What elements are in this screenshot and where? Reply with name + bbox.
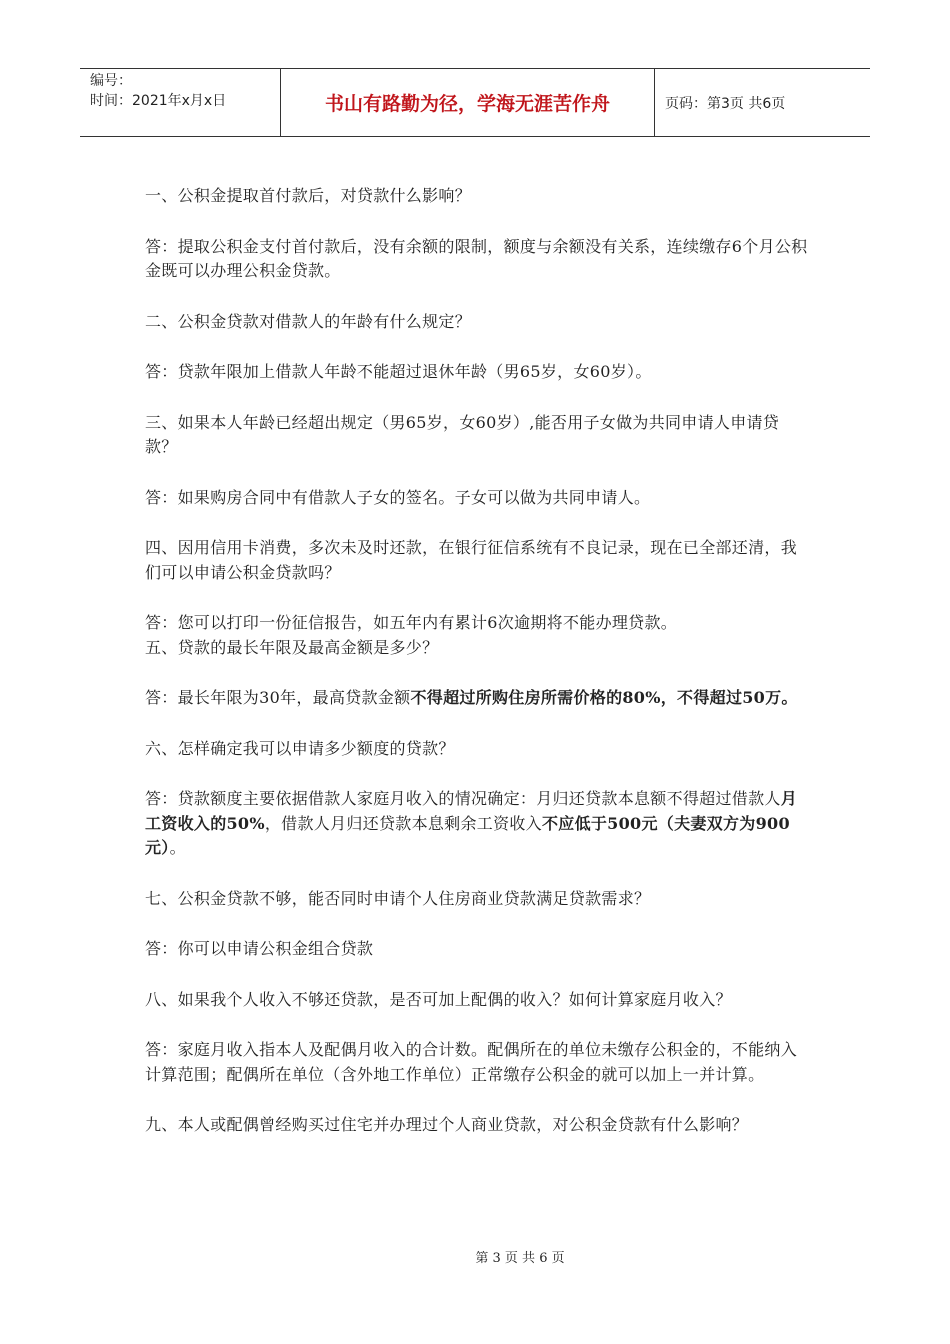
header-motto [281,69,655,136]
question-6: 六、怎样确定我可以申请多少额度的贷款？ [145,738,455,758]
question-2: 二、公积金贷款对借款人的年龄有什么规定？ [145,311,472,331]
answer-5-bold: 不得超过所购住房所需价格的80%，不得超过50万。 [410,688,798,707]
question-1: 一、公积金提取首付款后，对贷款什么影响？ [145,186,472,205]
question-8: 八、如果我个人收入不够还贷款，是否可加上配偶的收入？如何计算家庭月收入？ [145,989,732,1009]
answer-6-text-3: 。 [169,838,186,857]
answer-1: 答：提取公积金支付首付款后，没有余额的限制，额度与余额没有关系，连续缴存6个月公积金既可以办理公积金贷款。 [145,236,808,280]
footer-page-number: 第 3 页 共 6 页 [475,1251,565,1266]
answer-6 [145,787,810,861]
answer-8: 答：家庭月收入指本人及配偶月收入的合计数。配偶所在的单位未缴存公积金的，不能纳入计算范围；配偶所在单位（含外地工作单位）正常缴存公积金的就可以加上一并计算。 [145,1040,798,1084]
page-footer [0,1247,950,1266]
header-page-label: 页码：第3页 共6页 [665,95,786,112]
answer-6-bold-2: 不应低于500元（夫妻双方为900元） [145,813,790,857]
answer-4: 答：您可以打印一份征信报告，如五年内有累计6次逾期将不能办理贷款。 [145,613,678,632]
question-9: 九、本人或配偶曾经购买过住宅并办理过个人商业贷款，对公积金贷款有什么影响？ [145,1115,749,1134]
doc-time-label: 时间：2021年x月x日 [90,93,227,109]
answer-5-text: 答：最长年限为30年，最高贷款金额 [145,688,411,707]
motto-text: 书山有路勤为径，学海无涯苦作舟 [324,93,610,115]
answer-3: 答：如果购房合同中有借款人子女的签名。子女可以做为共同申请人。 [145,487,651,507]
question-3: 三、如果本人年龄已经超出规定（男65岁，女60岁）,能否用子女做为共同申请人申请贷款？ [145,412,780,456]
header-meta [80,69,281,136]
answer-6-text-1: 答：贷款额度主要依据借款人家庭月收入的情况确定：月归还贷款本息额不得超过借款人 [145,789,781,808]
question-7: 七、公积金贷款不够，能否同时申请个人住房商业贷款满足贷款需求？ [145,888,651,908]
doc-code-label: 编号： [90,73,132,89]
answer-5 [145,686,810,711]
question-5: 五、贷款的最长年限及最高金额是多少？ [145,637,439,657]
answer-7: 答：你可以申请公积金组合贷款 [145,939,374,958]
page-header [80,68,870,137]
answer-6-text-2: ，借款人月归还贷款本息剩余工资收入 [264,813,542,833]
header-page-info [655,69,870,136]
document-body [145,184,810,1164]
answer-6-bold-1: 月工资收入的50% [145,789,798,833]
answer-2: 答：贷款年限加上借款人年龄不能超过退休年龄（男65岁，女60岁）。 [145,362,652,381]
question-4: 四、因用信用卡消费，多次未及时还款，在银行征信系统有不良记录，现在已全部还清，我们可以申请公积金贷款吗？ [145,538,798,582]
